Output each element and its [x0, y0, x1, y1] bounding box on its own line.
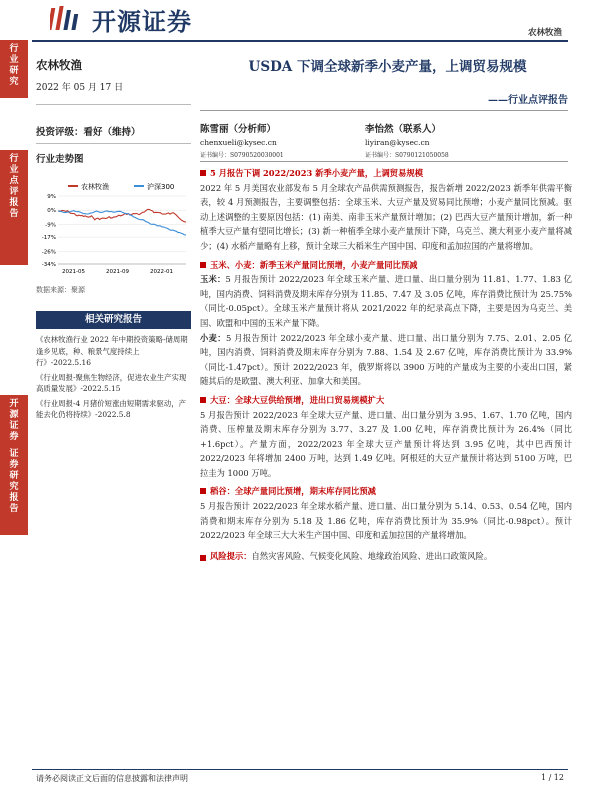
corn-label: 玉米： — [200, 274, 226, 285]
band-char: 告 — [9, 504, 19, 514]
section-heading-rice: 稻谷：全球产量同比预增，期末库存同比预减 — [200, 484, 572, 499]
band-char: 业 — [9, 55, 19, 65]
band-char: 开 — [9, 399, 19, 409]
rice-paragraph: 5 月报告预计 2022/2023 年全球水稻产量、进口量、出口量分别为 5.14、0.53、0.54 亿吨，国内消费和期末库存分别为 5.18 及 1.86 亿吨，库存消费比预计为 35.9%（同比-0.98pct）。预计 2022/2023 年全球三大大米生产国中国、印度和孟加拉国的产量将增加。 — [200, 501, 572, 541]
band-char: 究 — [9, 482, 19, 492]
related-reports-header: 相关研究报告 — [36, 311, 191, 329]
side-band-report-type — [0, 150, 28, 265]
band-char: 业 — [9, 165, 19, 175]
band-char: 告 — [9, 209, 19, 219]
y-tick-label: 9% — [47, 194, 56, 200]
legend-label-hs300: 沪深300 — [147, 183, 175, 191]
y-tick-label: -26% — [41, 249, 56, 256]
title-divider — [200, 110, 568, 111]
risk-text: 自然灾害风险、气候变化风险、地缘政治风险、进出口政策风险。 — [251, 550, 493, 561]
analyst-name: 陈雪丽（分析师） — [200, 124, 277, 135]
analyst-cert: 证书编号：S0790520030001 — [200, 152, 284, 159]
x-tick-label: 2022-01 — [150, 269, 173, 275]
side-band-research — [0, 40, 28, 98]
section-text-summary: 2022 年 5 月美国农业部发布 5 月全球农产品供需预测报告，报告新增 2022/2023 新季年供需平衡表，较 4 月预测报告，主要调整包括：全球玉米、大豆产量及贸易同比预增；小麦产量同比预减。驱动上述调整的主要原因包括：(1) 南美、南非玉米产量预计增加；(2) 巴西大豆产量预计增加，新一种植季大豆产量有望同比增长；(3) 新一种植季全球小麦产量预计下降，乌克兰、澳大利亚小麦产量将减少；(4) 水稻产量略有上移，预计全球三大稻米生产国中国、印度和孟加拉国的产量将增加。 — [200, 182, 572, 251]
contact-name: 李怡然（联系人） — [365, 124, 442, 135]
report-body — [200, 166, 572, 563]
related-report-item[interactable]: 《行业周报-4 月猪价短涨由短期需求驱动，产能去化仍将持续》-2022.5.8 — [36, 398, 186, 419]
header-divider — [32, 40, 568, 42]
logo-text: 开源证券 — [92, 8, 192, 36]
investment-rating: 投资评级：看好（维持） — [36, 127, 141, 138]
related-report-item[interactable]: 《农林牧渔行业 2022 年中期投资策略-储周期逢乡见底，种、粮景气度持续上行》-2022.5.16 — [36, 335, 188, 367]
wheat-paragraph — [200, 331, 572, 389]
band-char: 源 — [9, 410, 19, 420]
section-heading-summary: 5 月报告下调 2022/2023 新季小麦产量，上调贸易规模 — [200, 166, 572, 181]
report-date: 2022 年 05 月 17 日 — [36, 83, 124, 93]
industry-name: 农林牧渔 — [36, 58, 82, 72]
trend-chart — [36, 172, 191, 280]
side-band-company — [0, 395, 28, 535]
band-char: 行 — [9, 44, 19, 54]
data-source: 数据来源：聚源 — [36, 286, 85, 294]
analyst-divider — [200, 161, 568, 162]
band-char: 点 — [9, 176, 19, 186]
company-logo — [50, 2, 230, 34]
contact-cert: 证书编号：S0790121050058 — [365, 152, 449, 159]
band-char: 报 — [9, 493, 19, 503]
wheat-text: 5 月报告预计 2022/2023 年全球小麦产量、进口量、出口量分别为 7.75、2.01、2.05 亿吨，国内消费、饲料消费及期末库存分别为 7.88、1.54 及 2.67 亿吨，库存消费比预计为 33.9%（同比-1.47pct）。预计 2022/2023 年，俄罗斯将以 3900 万吨的产量成为主要的小麦出口国，紧随其后的是欧盟、澳大利亚、加拿大和美国。 — [200, 332, 572, 387]
trend-chart-title: 行业走势图 — [36, 154, 84, 165]
legend-label-agri: 农林牧渔 — [81, 183, 109, 191]
trend-chart-svg — [36, 172, 191, 280]
analyst-card — [200, 121, 340, 159]
x-tick-label: 2021-05 — [62, 269, 85, 275]
section-heading-corn-wheat: 玉米、小麦：新季玉米产量同比预增，小麦产量同比预减 — [200, 258, 572, 273]
y-tick-label: -9% — [45, 222, 56, 229]
footer-disclaimer[interactable]: 请务必阅读正文后面的信息披露和法律声明 — [36, 774, 188, 783]
y-tick-label: 0% — [47, 208, 56, 215]
band-char: 究 — [9, 77, 19, 87]
band-char: 证 — [9, 421, 19, 431]
section-heading-soybean: 大豆：全球大豆供给预增，进出口贸易规模扩大 — [200, 393, 572, 408]
band-char: 券 — [9, 460, 19, 470]
corn-text: 5 月报告预计 2022/2023 年全球玉米产量、进口量、出口量分别为 11.81、1.77、1.83 亿吨，国内消费、饲料消费及期末库存分别为 11.85、7.47 及 3.05 亿吨，库存消费比预计为 25.75%（同比-0.05pct）。全球玉米产量预计将从 2021/2022 年的纪录高点下降，主要是因为乌克兰、美国、欧盟和中国的玉米产量下降。 — [200, 274, 572, 328]
wheat-label: 小麦： — [200, 332, 226, 343]
series-line-hs300 — [58, 211, 186, 235]
risk-paragraph — [200, 549, 572, 564]
report-title: USDA 下调全球新季小麦产量，上调贸易规模 — [248, 59, 527, 75]
band-char: 报 — [9, 198, 19, 208]
header-category: 农林牧渔 — [527, 28, 562, 38]
left-divider — [36, 143, 191, 144]
left-divider — [36, 104, 191, 105]
band-char: 证 — [9, 449, 19, 459]
band-char: 研 — [9, 471, 19, 481]
y-tick-label: -17% — [41, 235, 56, 242]
x-tick-label: 2021-09 — [106, 269, 129, 275]
page-number: 1 / 12 — [540, 773, 564, 782]
report-subtitle: ——行业点评报告 — [488, 95, 568, 106]
corn-paragraph — [200, 272, 572, 330]
risk-label: 风险提示： — [200, 551, 252, 561]
soybean-paragraph: 5 月报告预计 2022/2023 年全球大豆产量、进口量、出口量分别为 3.95、1.67、1.70 亿吨，国内消费、压榨量及期末库存分别为 3.77、3.27 及 1.00 亿吨，库存消费比预计为 26.4%（同比+1.6pct）。产量方面，2022/2023 年全球大豆产量预计将达到 3.95 亿吨，其中巴西预计 2022/2023 年将增加 2400 万吨，达到 1.49 亿吨。阿根廷的大豆产量预计将达到 5100 万吨，巴拉圭为 1000 万吨。 — [200, 409, 572, 478]
analyst-email[interactable]: chenxueli@kysec.cn — [200, 138, 277, 147]
contact-card — [365, 121, 505, 159]
footer-divider — [32, 769, 568, 770]
y-tick-label: -34% — [41, 262, 56, 268]
related-reports-list — [36, 334, 191, 424]
band-char: 行 — [9, 154, 19, 164]
related-report-item[interactable]: 《行业周报-聚焦生物经济，促进农业生产实现高质量发展》-2022.5.15 — [36, 372, 187, 393]
band-char: 券 — [9, 432, 19, 442]
contact-email[interactable]: liyiran@kysec.cn — [365, 138, 430, 147]
band-char: 研 — [9, 66, 19, 76]
band-char: 评 — [9, 187, 19, 197]
logo-mark-icon — [50, 4, 84, 32]
